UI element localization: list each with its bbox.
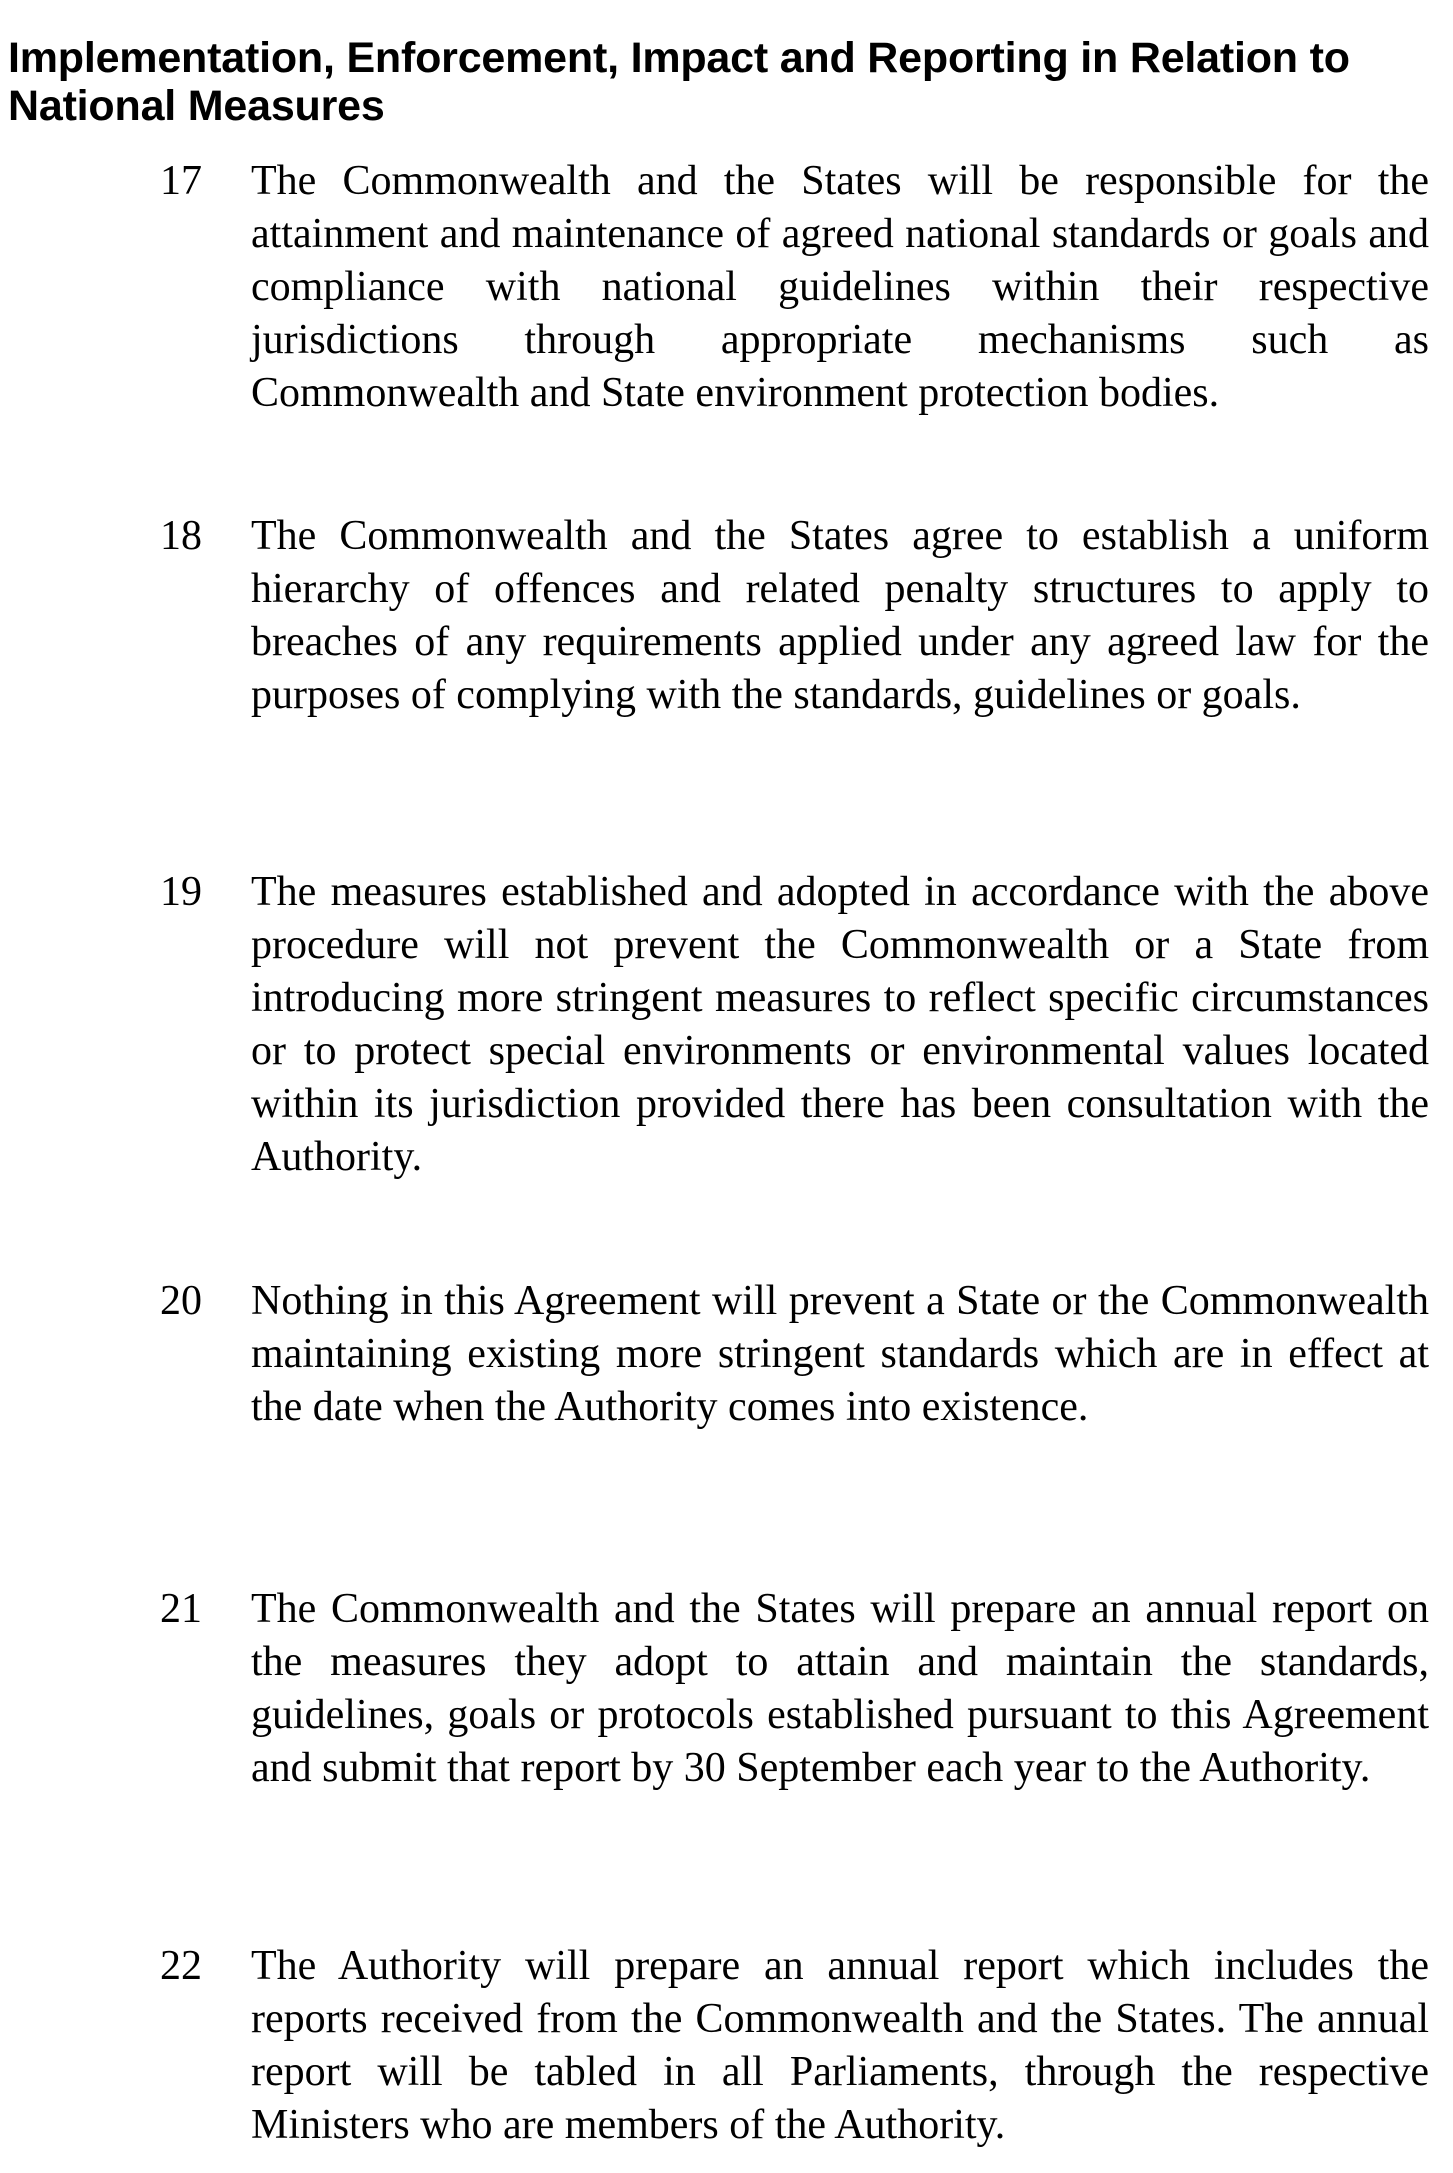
clause-text: The Commonwealth and the States will prepare an annual report on the measures they adopt to attain and maintain the standards, guidelines, goals or protocols established pursuant to this Agreement and submit that report by 30 September each year to the Authority. xyxy=(251,1586,1429,1791)
clause-number: 20 xyxy=(160,1278,202,1324)
clause-text: The measures established and adopted in accordance with the above procedure will not prevent the Commonwealth or a State from introducing more stringent measures to reflect specific circumstances or to protect special environments or environmental values located within its jurisdiction provided there has been consultation with the Authority. xyxy=(251,869,1429,1180)
section-heading: Implementation, Enforcement, Impact and Reporting in Relation to National Measures xyxy=(8,34,1350,130)
clause-text: The Commonwealth and the States agree to establish a uniform hierarchy of offences and related penalty structures to apply to breaches of any requirements applied under any agreed law for the purposes of complying with the standards, guidelines or goals. xyxy=(251,513,1429,718)
clause-text: Nothing in this Agreement will prevent a State or the Commonwealth maintaining existing more stringent standards which are in effect at the date when the Authority comes into existence. xyxy=(251,1278,1429,1430)
clause-number: 17 xyxy=(160,158,202,204)
clause-number: 19 xyxy=(160,869,202,915)
clause-number: 18 xyxy=(160,513,202,559)
clause-text: The Commonwealth and the States will be responsible for the attainment and maintenance of agreed national standards or goals and compliance with national guidelines within their respective jurisdictions through appropriate mechanisms such as Commonwealth and State environment protection bodies. xyxy=(251,158,1429,416)
clause-text: The Authority will prepare an annual report which includes the reports received from the Commonwealth and the States. The annual report will be tabled in all Parliaments, through the respective Ministers who are members of the Authority. xyxy=(251,1943,1429,2148)
clause-number: 21 xyxy=(160,1586,202,1632)
clause-number: 22 xyxy=(160,1943,202,1989)
